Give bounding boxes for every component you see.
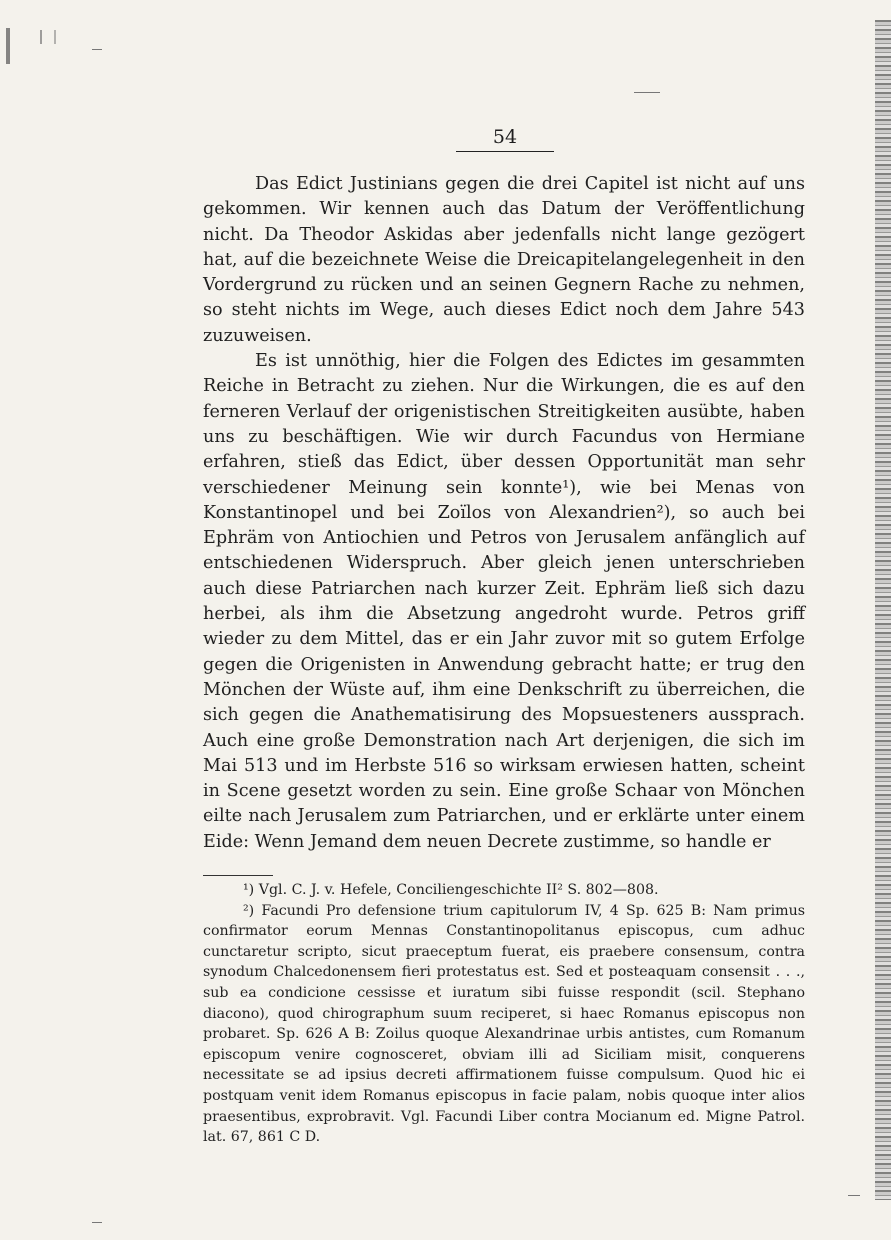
footnotes xyxy=(203,880,805,1148)
page-number: 54 xyxy=(456,126,554,152)
scan-edge-left xyxy=(6,28,10,64)
scan-edge-right xyxy=(875,20,891,1200)
scan-tick xyxy=(848,1195,860,1196)
scan-tick xyxy=(92,49,102,50)
footnote: ¹) Vgl. C. J. v. Hefele, Conciliengeschichte II² S. 802—808. xyxy=(243,882,659,898)
scan-tick xyxy=(634,92,660,93)
paragraph: Das Edict Justinians gegen die drei Capitel ist nicht auf uns gekommen. Wir kennen auch das Datum der Veröffentlichung nicht. Da Theodor Askidas aber jedenfalls nicht lange gezögert hat, auf die bezeichnete Weise die Dreicapitelangelegenheit in den Vordergrund zu rücken und an seinen Gegnern Rache zu nehmen, so steht nichts im Wege, auch dieses Edict noch dem Jahre 543 zuzuweisen. xyxy=(203,174,805,346)
paragraph: Es ist unnöthig, hier die Folgen des Edictes im gesammten Reiche in Betracht zu ziehen. Nur die Wirkungen, die es auf den ferneren Verlauf der origenistischen Streitigkeiten ausübte, haben uns zu beschäftigen. Wie wir durch Facundus von Hermiane erfahren, stieß das Edict, über dessen Opportunität man sehr verschiedener Meinung sein konnte¹), wie bei Menas von Konstantinopel und bei Zoïlos von Alexandrien²), so auch bei Ephräm von Antiochien und Petros von Jerusalem anfänglich auf entschiedenen Widerspruch. Aber gleich jenen unterschrieben auch diese Patriarchen nach kurzer Zeit. Ephräm ließ sich dazu herbei, als ihm die Absetzung angedroht wurde. Petros griff wieder zu dem Mittel, das er ein Jahr zuvor mit so gutem Erfolge gegen die Origenisten in Anwendung gebracht hatte; er trug den Mönchen der Wüste auf, ihm eine Denkschrift zu überreichen, die sich gegen die Anathematisirung des Mopsuesteners aussprach. Auch eine große Demonstration nach Art derjenigen, die sich im Mai 513 und im Herbste 516 so wirksam erwiesen hatten, scheint in Scene gesetzt worden zu sein. Eine große Schaar von Mönchen eilte nach Jerusalem zum Patriarchen, und er erklärte unter einem Eide: Wenn Jemand dem neuen Decrete zustimme, so handle er xyxy=(203,351,805,852)
footnote: ²) Facundi Pro defensione trium capitulorum IV, 4 Sp. 625 B: Nam primus confirmator eorum Mennas Constantinopolitanus episcopus, cum adhuc cunctaretur scripto, sicut praeceptum fuerat, eis praebere consensum, contra synodum Chalcedonensem fieri protestatus est. Sed et posteaquam consensit . . ., sub ea condicione cessisse et iuratum sibi fuisse respondit (scil. Stephano diacono), quod chirographum suum reciperet, si haec Romanus episcopus non probaret. Sp. 626 A B: Zoilus quoque Alexandrinae urbis antistes, cum Romanum episcopum venire cognosceret, obviam illi ad Siciliam misit, conquerens necessitate se ad ipsius decreti affirmationem fuisse compulsum. Quod hic ei postquam venit idem Romanus episcopus in facie palam, nobis quoque inter alios praesentibus, exprobravit. Vgl. Facundi Liber contra Mocianum ed. Migne Patrol. lat. 67, 861 C D. xyxy=(203,902,805,1146)
scan-mark-left xyxy=(40,30,56,44)
main-text xyxy=(203,172,805,855)
scan-tick xyxy=(92,1222,102,1223)
footnote-divider xyxy=(203,875,805,876)
